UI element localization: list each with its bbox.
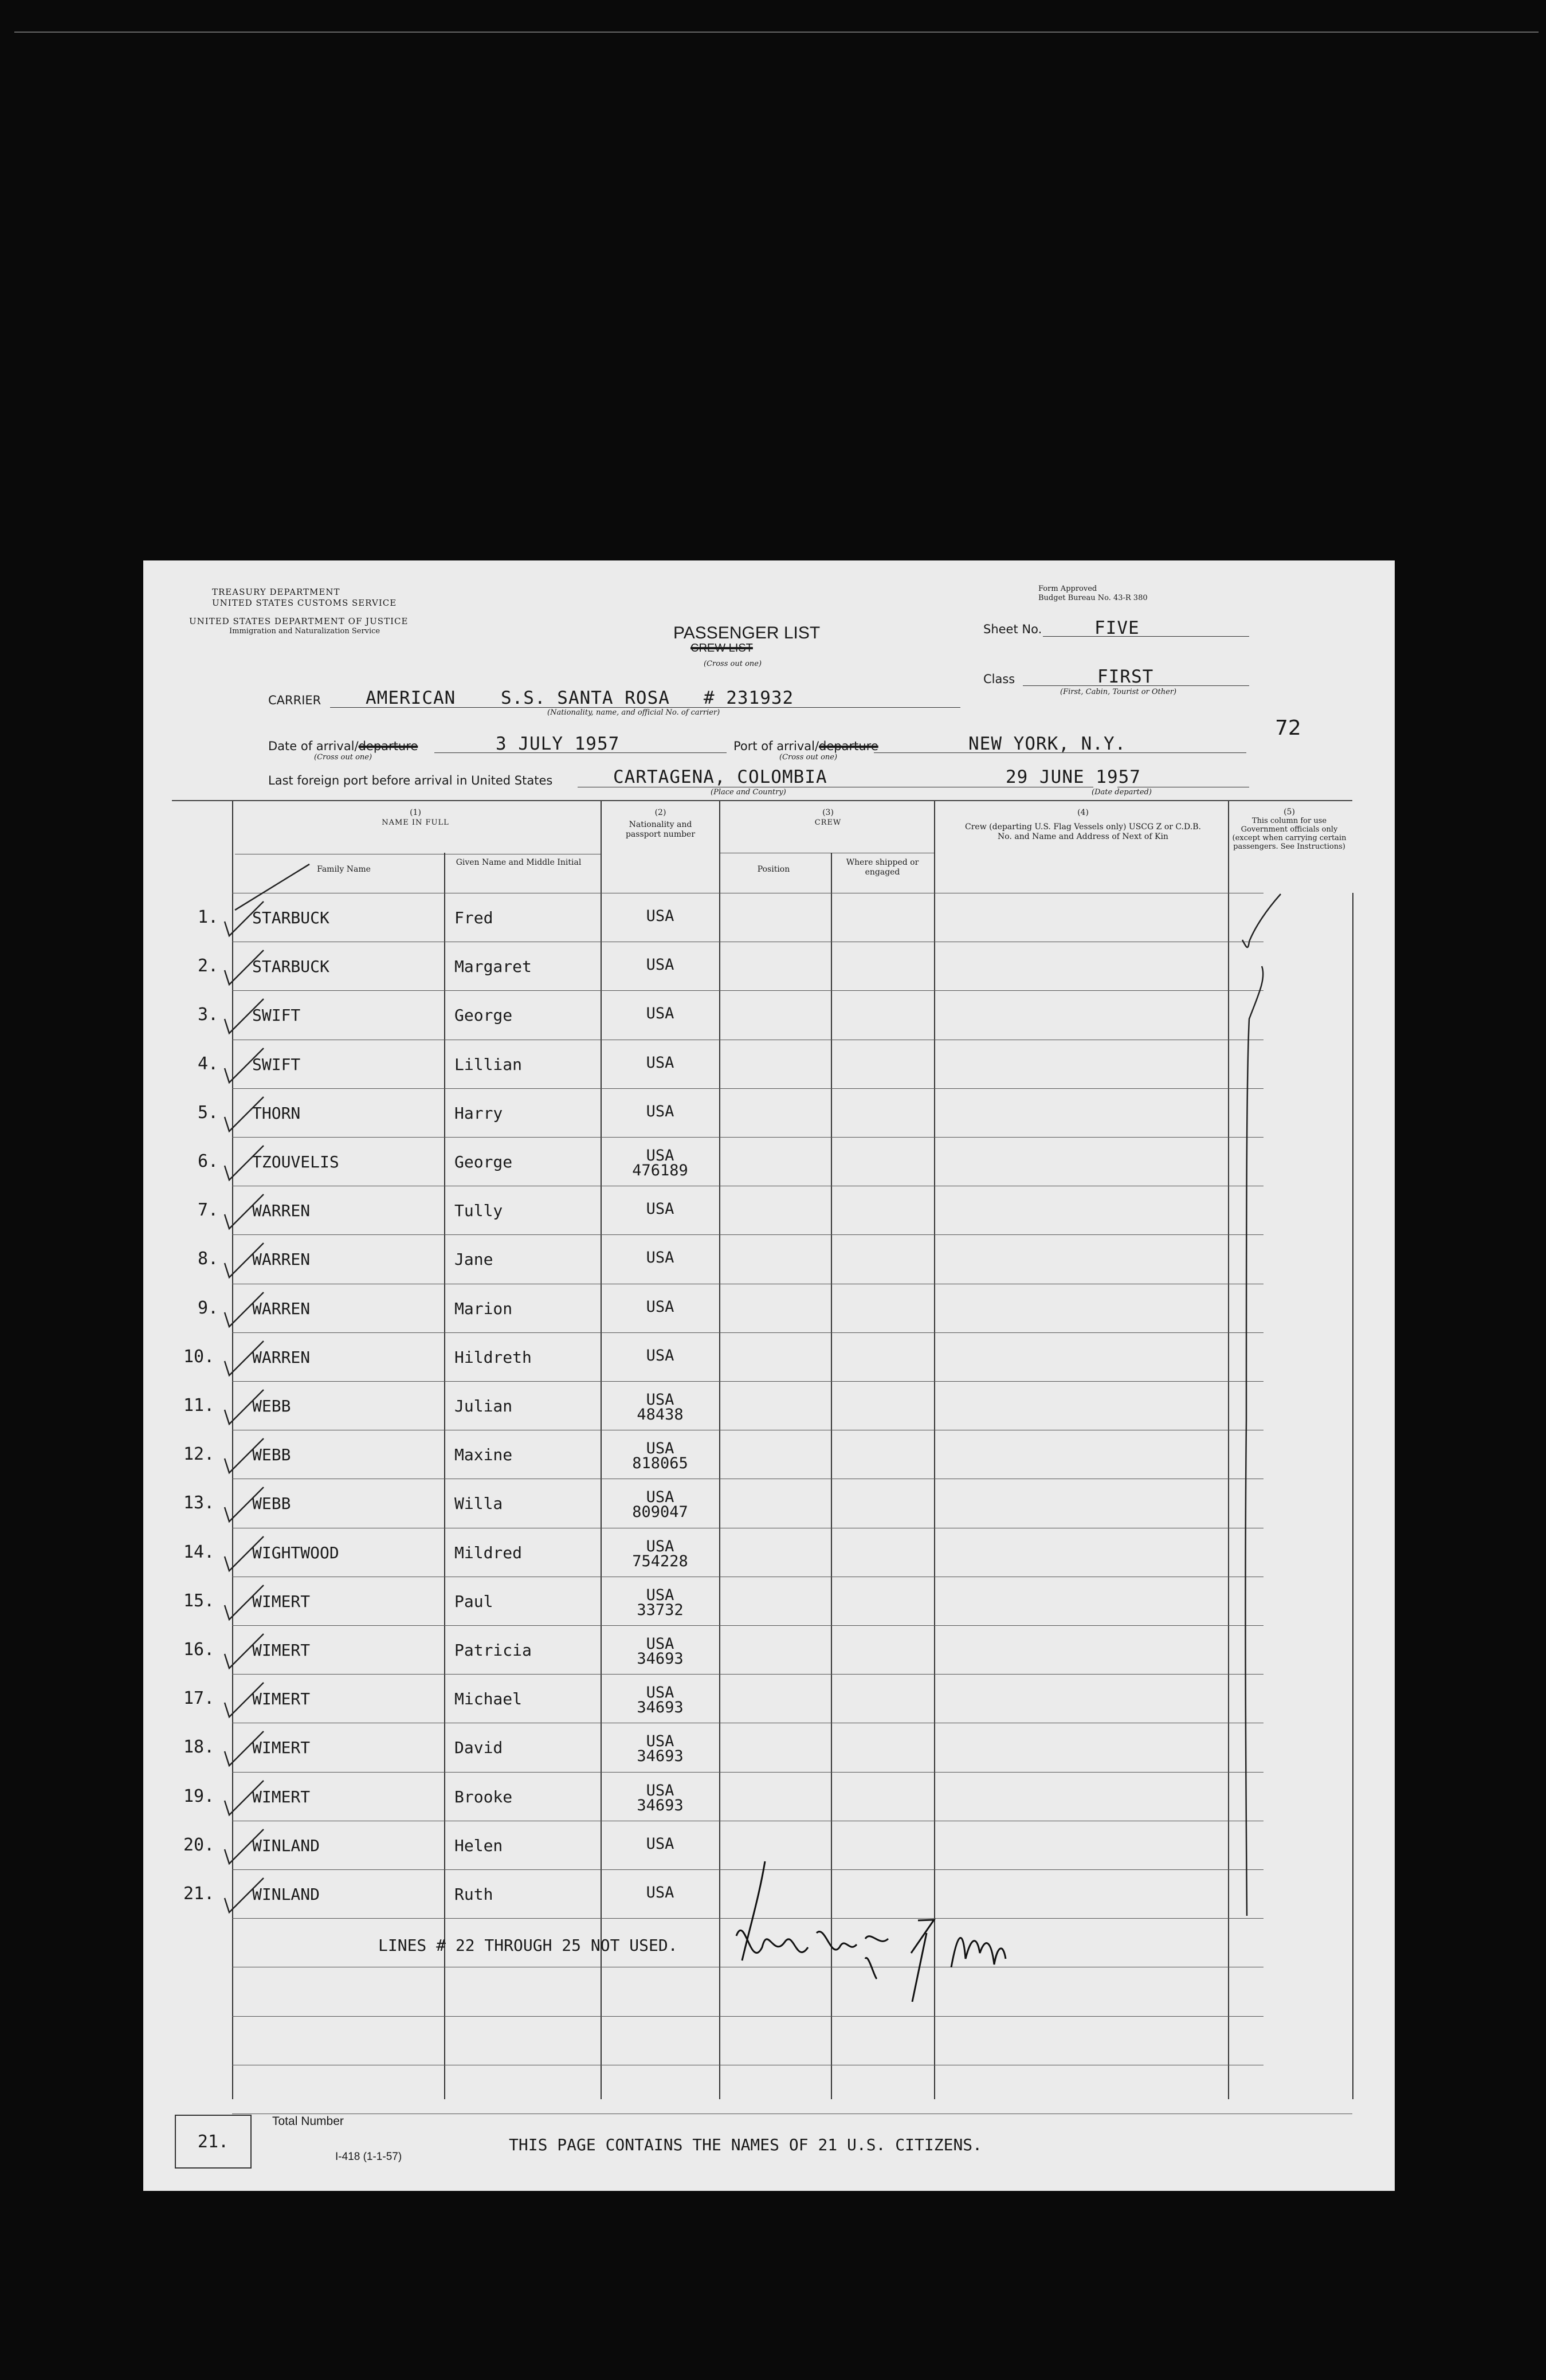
signature-pm-scrawl-icon	[951, 1938, 1006, 1967]
row-number: 9.	[198, 1298, 219, 1318]
sheet-value: FIVE	[1094, 618, 1140, 638]
given-name: Patricia	[454, 1641, 532, 1660]
nationality: USA	[646, 1538, 674, 1555]
header-checkmark-icon	[235, 864, 309, 910]
col1-given-header: Given Name and Middle Initial	[456, 858, 582, 867]
passport-number: 809047	[632, 1503, 688, 1521]
family-name: WIMERT	[252, 1787, 311, 1806]
arrival-date-crossed: departure	[358, 739, 418, 753]
given-name: Lillian	[454, 1055, 523, 1074]
family-name: WIGHTWOOD	[252, 1543, 339, 1562]
handwritten-marks	[143, 560, 1395, 2191]
family-name: WARREN	[252, 1348, 311, 1367]
officials-ditto-line-icon	[1245, 966, 1263, 1916]
carrier-value: AMERICAN S.S. SANTA ROSA # 231932	[366, 688, 794, 708]
agency-line-2: UNITED STATES CUSTOMS SERVICE	[212, 598, 397, 608]
row-number: 8.	[198, 1249, 219, 1269]
given-name: Margaret	[454, 957, 532, 976]
class-label: Class	[983, 672, 1015, 686]
given-name: George	[454, 1152, 513, 1171]
last-port-note: (Place and Country)	[711, 788, 786, 797]
family-name: WIMERT	[252, 1689, 311, 1708]
checkmark-icon	[225, 1585, 264, 1620]
officials-checkmark-icon	[1249, 894, 1281, 942]
row-number: 17.	[183, 1688, 215, 1708]
checkmark-icon	[225, 999, 264, 1033]
family-name: WARREN	[252, 1250, 311, 1269]
given-name: Ruth	[454, 1885, 493, 1904]
arrival-port-crossed: departure	[819, 739, 878, 753]
page-number: 72	[1275, 716, 1301, 740]
form-id: I-418 (1-1-57)	[335, 2151, 402, 2163]
given-name: Hildreth	[454, 1348, 532, 1367]
checkmark-icon	[225, 1194, 264, 1229]
nationality: USA	[646, 1200, 674, 1218]
title-note: (Cross out one)	[704, 660, 762, 668]
form-title: PASSENGER LIST	[673, 624, 821, 642]
arrival-port-value: NEW YORK, N.Y.	[968, 734, 1127, 754]
family-name: WEBB	[252, 1397, 291, 1416]
checkmark-icon	[225, 1634, 264, 1668]
given-name: Marion	[454, 1299, 513, 1318]
passport-number: 476189	[632, 1162, 688, 1179]
checkmark-icon	[225, 1097, 264, 1131]
checkmark-icon	[225, 1048, 264, 1083]
given-name: David	[454, 1738, 503, 1757]
passport-number: 34693	[637, 1699, 684, 1716]
given-name: Maxine	[454, 1445, 513, 1464]
col4-title: Crew (departing U.S. Flag Vessels only) USCG Z or C.D.B. No. and Name and Address of Next of Kin	[965, 822, 1201, 841]
row-number: 3.	[198, 1005, 219, 1025]
col3-where-header: Where shipped or engaged	[846, 858, 919, 877]
family-name: SWIFT	[252, 1055, 301, 1074]
nationality: USA	[646, 1347, 674, 1365]
family-name: WINLAND	[252, 1885, 320, 1904]
nationality: USA	[646, 1635, 674, 1653]
checkmark-icon	[225, 1878, 264, 1912]
nationality: USA	[646, 1103, 674, 1120]
checkmark-icon	[225, 1683, 264, 1717]
agency-line-1: TREASURY DEPARTMENT	[212, 587, 340, 597]
checkmark-icon	[225, 901, 264, 936]
col5-title: This column for use Government officials only (except when carrying certain passengers. See Instructions)	[1232, 817, 1347, 851]
row-number: 6.	[198, 1151, 219, 1171]
passport-number: 34693	[637, 1797, 684, 1814]
col1-family-header: Family Name	[317, 865, 371, 874]
checkmark-icon	[225, 1731, 264, 1766]
given-name: George	[454, 1006, 513, 1025]
given-name: Mildred	[454, 1543, 523, 1562]
passport-number: 34693	[637, 1650, 684, 1668]
given-name: Tully	[454, 1201, 503, 1220]
last-port-value: CARTAGENA, COLOMBIA	[613, 767, 827, 787]
row-number: 5.	[198, 1103, 219, 1123]
family-name: STARBUCK	[252, 957, 329, 976]
nationality: USA	[646, 907, 674, 925]
nationality: USA	[646, 1249, 674, 1267]
given-name: Michael	[454, 1689, 523, 1708]
arrival-date-label-text: Date of arrival/	[268, 739, 359, 753]
col2-number: (2)	[654, 808, 666, 817]
row-number: 16.	[183, 1640, 215, 1660]
departed-date-note: (Date departed)	[1092, 788, 1152, 797]
checkmark-icon	[225, 1781, 264, 1815]
form-approved-line-2: Budget Bureau No. 43-R 380	[1038, 594, 1148, 602]
departed-date-value: 29 JUNE 1957	[1006, 767, 1141, 787]
given-name: Helen	[454, 1836, 503, 1855]
nationality: USA	[646, 1298, 674, 1316]
row-number: 18.	[183, 1737, 215, 1757]
family-name: TZOUVELIS	[252, 1152, 339, 1171]
checkmark-icon	[225, 1341, 264, 1375]
col3-number: (3)	[822, 808, 834, 817]
row-number: 15.	[183, 1591, 215, 1611]
col5-number: (5)	[1284, 807, 1295, 817]
nationality: USA	[646, 1005, 674, 1022]
row-number: 11.	[183, 1395, 215, 1416]
total-box	[175, 2115, 252, 2169]
family-name: WARREN	[252, 1299, 311, 1318]
class-value: FIRST	[1097, 666, 1154, 687]
given-name: Brooke	[454, 1787, 513, 1806]
row-number: 14.	[183, 1542, 215, 1562]
agency-line-3: UNITED STATES DEPARTMENT OF JUSTICE	[189, 616, 409, 626]
nationality: USA	[646, 1586, 674, 1604]
family-name: WINLAND	[252, 1836, 320, 1855]
family-name: WIMERT	[252, 1738, 311, 1757]
family-name: WARREN	[252, 1201, 311, 1220]
checkmark-icon	[225, 1292, 264, 1327]
passport-number: 48438	[637, 1406, 684, 1424]
carrier-label: CARRIER	[268, 693, 321, 707]
row-number: 20.	[183, 1835, 215, 1855]
row-number: 12.	[183, 1444, 215, 1464]
crew-list-crossed: CREW LIST	[690, 642, 753, 654]
agency-line-4: Immigration and Naturalization Service	[229, 627, 380, 636]
last-port-label: Last foreign port before arrival in United States	[268, 774, 553, 787]
checkmark-icon	[225, 1487, 264, 1522]
family-name: WEBB	[252, 1445, 291, 1464]
total-value: 21.	[197, 2132, 229, 2152]
officer-signature-icon	[736, 1861, 888, 1979]
passport-number: 34693	[637, 1747, 684, 1765]
film-edge-line	[14, 32, 1539, 33]
row-number: 7.	[198, 1200, 219, 1220]
arrival-port-label-text: Port of arrival/	[733, 739, 819, 753]
row-number: 19.	[183, 1786, 215, 1806]
officials-checkmark-tail-icon	[1242, 940, 1249, 947]
passport-number: 754228	[632, 1552, 688, 1570]
given-name: Paul	[454, 1592, 493, 1611]
sheet-label: Sheet No.	[983, 622, 1042, 636]
nationality: USA	[646, 1732, 674, 1750]
family-name: SWIFT	[252, 1006, 301, 1025]
signature-time-scrawl-icon	[911, 1920, 934, 2002]
given-name: Willa	[454, 1494, 503, 1513]
given-name: Harry	[454, 1104, 503, 1123]
row-number: 1.	[198, 907, 219, 927]
total-label: Total Number	[272, 2115, 344, 2128]
checkmark-icon	[225, 1390, 264, 1424]
col4-number: (4)	[1077, 808, 1089, 817]
given-name: Fred	[454, 908, 493, 927]
arrival-date-note: (Cross out one)	[314, 753, 372, 762]
nationality: USA	[646, 1440, 674, 1457]
nationality: USA	[646, 1391, 674, 1409]
family-name: THORN	[252, 1104, 301, 1123]
given-name: Julian	[454, 1397, 513, 1416]
family-name: WIMERT	[252, 1641, 311, 1660]
arrival-port-note: (Cross out one)	[779, 753, 838, 762]
nationality: USA	[646, 1054, 674, 1072]
col3-title: CREW	[814, 818, 842, 827]
nationality: USA	[646, 1488, 674, 1506]
checkmark-icon	[225, 1536, 264, 1571]
row-number: 4.	[198, 1054, 219, 1074]
checkmark-icon	[225, 1829, 264, 1864]
arrival-date-value: 3 JULY 1957	[496, 734, 620, 754]
nationality: USA	[646, 1147, 674, 1164]
col2-title: Nationality and passport number	[625, 820, 696, 839]
nationality: USA	[646, 1884, 674, 1901]
col1-title: NAME IN FULL	[382, 818, 449, 827]
nationality: USA	[646, 956, 674, 974]
carrier-note: (Nationality, name, and official No. of carrier)	[547, 708, 720, 717]
checkmark-icon	[225, 950, 264, 985]
form-approved-line-1: Form Approved	[1038, 585, 1097, 593]
row-number: 2.	[198, 956, 219, 976]
col3-position-header: Position	[757, 865, 790, 874]
citizens-statement: THIS PAGE CONTAINS THE NAMES OF 21 U.S. CITIZENS.	[509, 2135, 983, 2154]
passenger-list-sheet	[143, 560, 1395, 2191]
nationality: USA	[646, 1684, 674, 1701]
family-name: STARBUCK	[252, 908, 329, 927]
col1-number: (1)	[410, 808, 421, 817]
given-name: Jane	[454, 1250, 493, 1269]
checkmark-icon	[225, 1438, 264, 1473]
passport-number: 818065	[632, 1454, 688, 1472]
nationality: USA	[646, 1835, 674, 1853]
class-note: (First, Cabin, Tourist or Other)	[1060, 688, 1177, 696]
passport-number: 33732	[637, 1601, 684, 1619]
family-name: WIMERT	[252, 1592, 311, 1611]
family-name: WEBB	[252, 1494, 291, 1513]
row-number: 21.	[183, 1884, 215, 1904]
row-number: 13.	[183, 1493, 215, 1513]
nationality: USA	[646, 1782, 674, 1799]
row-number: 10.	[183, 1347, 215, 1367]
checkmark-icon	[225, 1146, 264, 1180]
checkmark-icon	[225, 1243, 264, 1277]
lines-not-used-note: LINES # 22 THROUGH 25 NOT USED.	[378, 1936, 678, 1955]
